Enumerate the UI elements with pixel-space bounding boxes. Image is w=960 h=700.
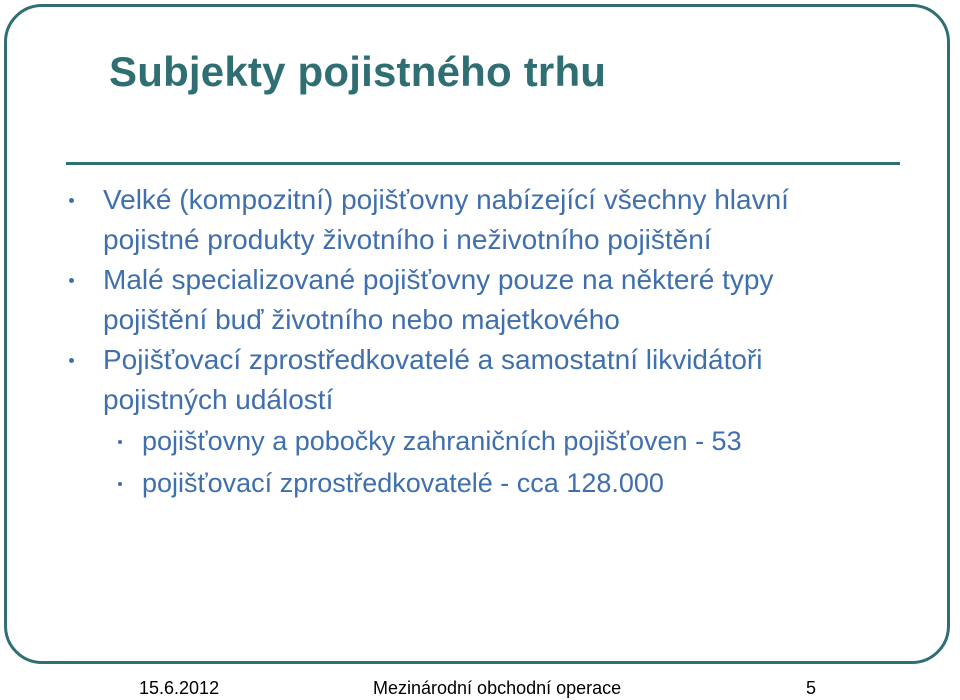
sub-bullet-text: pojišťovací zprostředkovatelé - cca 128.000 bbox=[142, 468, 664, 498]
bullet-list bbox=[0, 180, 960, 504]
bullet-text-line: pojištění buď životního nebo majetkového bbox=[103, 304, 620, 335]
sub-bullet-text: pojišťovny a pobočky zahraničních pojišťoven - 53 bbox=[142, 426, 742, 456]
title-underline bbox=[66, 162, 900, 165]
bullet-text-line: pojistné produkty životního i neživotního pojištění bbox=[103, 224, 712, 255]
slide-title: Subjekty pojistného trhu bbox=[109, 48, 607, 95]
sub-bullet-item bbox=[0, 420, 960, 462]
bullet-dot bbox=[69, 358, 74, 363]
sub-bullet-dot bbox=[118, 440, 122, 444]
bullet-dot bbox=[69, 198, 74, 203]
bullet-item bbox=[0, 340, 960, 420]
sub-bullet-dot bbox=[118, 482, 122, 486]
sub-bullet-item bbox=[0, 462, 960, 504]
bullet-dot bbox=[69, 278, 74, 283]
bullet-item bbox=[0, 260, 960, 340]
bullet-item bbox=[0, 180, 960, 260]
bullet-text-line: pojistných událostí bbox=[103, 384, 334, 415]
bullet-text-line: Pojišťovací zprostředkovatelé a samostatní likvidátoři bbox=[103, 344, 763, 375]
footer-page-number: 5 bbox=[806, 678, 817, 698]
bullet-text-line: Malé specializované pojišťovny pouze na některé typy bbox=[103, 264, 774, 295]
bullet-text-line: Velké (kompozitní) pojišťovny nabízející všechny hlavní bbox=[103, 184, 789, 215]
footer-date: 15.6.2012 bbox=[139, 678, 220, 698]
footer-title: Mezinárodní obchodní operace bbox=[373, 678, 622, 698]
